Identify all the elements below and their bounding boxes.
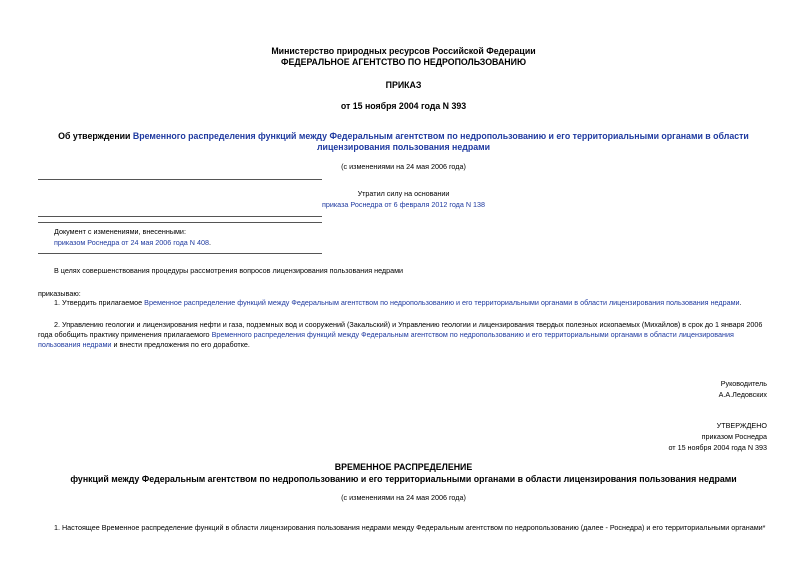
annex-paragraph-1: 1. Настоящее Временное распределение функций в области лицензирования пользования недрами между Федеральным агентством по недропользованию (далее - Роснедра) и его территориальными органами* — [54, 523, 766, 532]
title-prefix: Об утверждении — [58, 131, 133, 141]
ministry-name: Министерство природных ресурсов Российской Федерации — [271, 46, 536, 56]
doc-type: ПРИКАЗ — [385, 80, 422, 90]
divider — [38, 179, 322, 180]
approval-by: приказом Роснедра — [701, 432, 767, 441]
approval-label: УТВЕРЖДЕНО — [716, 421, 767, 430]
annex-subtitle: функций между Федеральным агентством по недропользованию и его территориальными органами в области лицензирования пользования недрами — [70, 474, 737, 484]
divider — [38, 216, 322, 217]
amend-note: (с изменениями на 24 мая 2006 года) — [341, 162, 466, 171]
doc-title — [20, 131, 787, 142]
agency-name: ФЕДЕРАЛЬНОЕ АГЕНТСТВО ПО НЕДРОПОЛЬЗОВАНИЮ — [280, 57, 527, 67]
p2-prefix: года обобщить практику применения прилагаемого — [38, 330, 212, 339]
paragraph-1 — [54, 298, 774, 308]
paragraph-2-line3 — [38, 340, 250, 350]
paragraph-2-line1: 2. Управлению геологии и лицензирования нефти и газа, подземных вод и сооружений (Закальский) и Управлению геологии и лицензирования твердых полезных ископаемых (Михайлов) в срок до 1 января 2006 — [54, 320, 763, 329]
changes-link[interactable]: приказом Роснедра от 24 мая 2006 года N 408 — [54, 238, 209, 247]
annex-title: ВРЕМЕННОЕ РАСПРЕДЕЛЕНИЕ — [334, 462, 473, 472]
p2-link[interactable]: Временного распределения функций между Федеральным агентством по недропользованию и его территориальными органами в области лицензирования — [211, 330, 734, 339]
paragraph-2-line2 — [38, 330, 770, 340]
p2-suffix: и внести предложения по его доработке. — [111, 340, 250, 349]
changes-line — [54, 238, 211, 248]
annex-amend-note: (с изменениями на 24 мая 2006 года) — [341, 493, 466, 502]
repeal-link[interactable]: приказа Роснедра от 6 февраля 2012 года N 138 — [321, 200, 486, 209]
p1-prefix: 1. Утвердить прилагаемое — [54, 298, 145, 307]
signature-name: А.А.Ледовских — [718, 390, 767, 399]
signature-position: Руководитель — [720, 379, 767, 388]
divider — [38, 222, 322, 223]
p1-link[interactable]: Временное распределение функций между Федеральным агентством по недропользованию и его территориальными органами в области лицензирования пользования недрами — [144, 298, 740, 307]
title-link-cont[interactable]: лицензирования пользования недрами — [316, 142, 491, 152]
p1-suffix: . — [739, 298, 742, 307]
approval-date: от 15 ноября 2004 года N 393 — [668, 443, 767, 452]
changes-text: Документ с изменениями, внесенными: — [54, 227, 186, 236]
p2-link-cont[interactable]: пользования недрами — [38, 340, 112, 349]
divider — [38, 253, 322, 254]
intro-text: В целях совершенствования процедуры рассмотрения вопросов лицензирования пользования недрами — [54, 266, 404, 275]
repeal-text: Утратил силу на основании — [357, 189, 450, 198]
order-word: приказываю: — [38, 289, 81, 298]
doc-date: от 15 ноября 2004 года N 393 — [340, 101, 467, 111]
title-link[interactable]: Временного распределения функций между Федеральным агентством по недропользованию и его территориальными органами в области — [132, 131, 749, 141]
changes-suffix: . — [208, 238, 211, 247]
